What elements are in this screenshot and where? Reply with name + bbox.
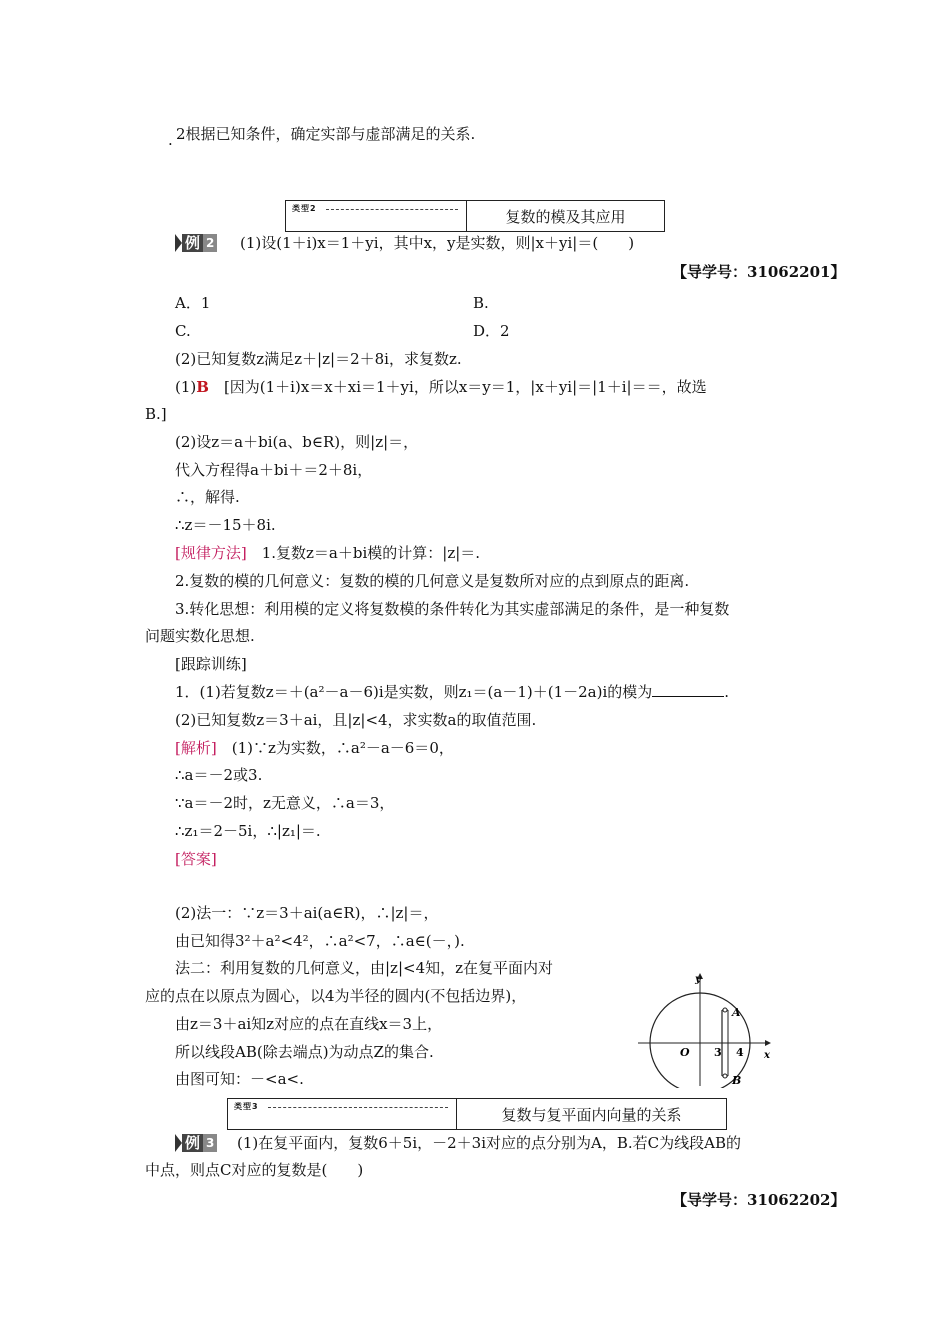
point-b-marker: [723, 1074, 727, 1078]
triangle-icon: [175, 1134, 182, 1152]
solution-line-1: (2)设z＝a＋bi(a、b∈R)，则|z|＝，: [175, 433, 419, 451]
answer-1-letter: B: [196, 378, 209, 396]
answer-1-text: [因为(1＋i)x＝x＋xi＝1＋yi，所以x＝y＝1，|x＋yi|＝|1＋i|＝＝，故选: [208, 378, 707, 396]
part2-line-7: 由图可知：－<a<.: [175, 1070, 304, 1088]
example-2-question-1: (1)设(1＋i)x＝1＋yi，其中x，y是实数，则|x＋yi|＝( ): [240, 234, 635, 252]
section-tag: [228, 1099, 457, 1129]
top-dot: .: [168, 131, 173, 149]
solution-line-4: ∴z＝－15＋8i.: [175, 516, 276, 534]
example-label: 例: [182, 1134, 203, 1152]
example-label: 例: [182, 234, 203, 252]
section-header-type3: [227, 1098, 727, 1130]
section-title: 复数的模及其应用: [505, 207, 626, 226]
solution-line-3: ∴，解得.: [175, 488, 240, 506]
training-item-1: [175, 682, 729, 702]
triangle-icon: [175, 234, 182, 252]
example-3-question-1b: 中点，则点C对应的复数是( ): [145, 1161, 364, 1179]
complex-plane-figure: [638, 968, 778, 1088]
example-3-badge: [175, 1134, 217, 1152]
section-title: 复数与复平面内向量的关系: [501, 1105, 682, 1124]
solution-line-2: 代入方程得a＋bi＋＝2＋8i，: [175, 461, 373, 479]
example-number: 3: [203, 1134, 217, 1152]
example-2-question-2: (2)已知复数z满足z＋|z|＝2＋8i，求复数z.: [175, 350, 462, 368]
answer-1-continued: B.]: [145, 405, 167, 423]
analysis-line-4: ∴z₁＝2－5i，∴|z₁|＝.: [175, 822, 321, 840]
part2-line-4: 应的点在以原点为圆心，以4为半径的圆内(不包括边界)，: [145, 987, 527, 1005]
answer-blank: [652, 682, 724, 697]
section-tag-label: 类型3: [234, 1102, 259, 1111]
method-paragraph-1: [175, 543, 480, 563]
part2-line-1: (2)法一：∵z＝3＋ai(a∈R)，∴|z|＝，: [175, 904, 439, 922]
training-label: [跟踪训练]: [175, 655, 247, 673]
section-tag: [286, 201, 467, 231]
part2-line-6: 所以线段AB(除去端点)为动点Z的集合.: [175, 1043, 434, 1061]
guide-number: 【导学号：31062202】: [672, 1191, 846, 1209]
tick-3-label: 3: [714, 1046, 722, 1059]
analysis-label: [解析]: [175, 739, 217, 757]
section-header-type2: [285, 200, 665, 232]
option-c: C.: [175, 322, 191, 340]
y-axis-label: y: [695, 974, 701, 985]
answer-label: [答案]: [175, 850, 217, 868]
method-label: [规律方法]: [175, 544, 247, 562]
training-item-1-text: 1．(1)若复数z＝＋(a²－a－6)i是实数，则z₁＝(a－1)＋(1－2a)i的模为: [175, 683, 653, 701]
point-a-marker: [723, 1008, 727, 1012]
section-tag-label: 类型2: [292, 204, 317, 213]
method-paragraph-3a: 3.转化思想：利用模的定义将复数模的条件转化为其实虚部满足的条件，是一种复数: [175, 600, 730, 618]
point-a-label: A: [732, 1006, 741, 1019]
method-paragraph-3b: 问题实数化思想.: [145, 627, 255, 645]
analysis-line-1: [175, 738, 454, 758]
method-paragraph-2: 2.复数的模的几何意义：复数的模的几何意义是复数所对应的点到原点的距离.: [175, 572, 690, 590]
x-axis-label: x: [764, 1050, 770, 1061]
answer-1-prefix: (1): [175, 378, 197, 396]
analysis-text-1: (1)∵z为实数，∴a²－a－6＝0，: [216, 739, 454, 757]
option-a: A．1: [175, 294, 211, 312]
method-text-1: 1.复数z＝a＋bi模的计算：|z|＝.: [246, 544, 481, 562]
option-d: D．2: [473, 322, 510, 340]
tick-4-label: 4: [736, 1046, 744, 1059]
example-3-question-1: (1)在复平面内，复数6＋5i，－2＋3i对应的点分别为A，B.若C为线段AB的: [222, 1134, 741, 1152]
example-number: 2: [203, 234, 217, 252]
training-item-1-end: .: [724, 683, 730, 701]
option-b: B.: [473, 294, 489, 312]
example-2-badge: [175, 234, 217, 252]
guide-number: 【导学号：31062201】: [672, 263, 846, 281]
part2-line-2: 由已知得3²＋a²<4²，∴a²<7，∴a∈(－，).: [175, 932, 465, 950]
part2-line-5: 由z＝3＋ai知z对应的点在直线x＝3上，: [175, 1015, 443, 1033]
part2-line-3: 法二：利用复数的几何意义，由|z|<4知，z在复平面内对: [175, 959, 554, 977]
analysis-line-3: ∵a＝－2时，z无意义，∴a＝3，: [175, 794, 395, 812]
analysis-line-2: ∴a＝－2或3.: [175, 766, 263, 784]
point-b-label: B: [732, 1074, 742, 1087]
top-line: 2根据已知条件，确定实部与虚部满足的关系.: [176, 125, 476, 143]
training-item-2: (2)已知复数z＝3＋ai，且|z|<4，求实数a的取值范围.: [175, 711, 537, 729]
answer-1: [175, 377, 707, 397]
origin-label: O: [680, 1046, 690, 1059]
